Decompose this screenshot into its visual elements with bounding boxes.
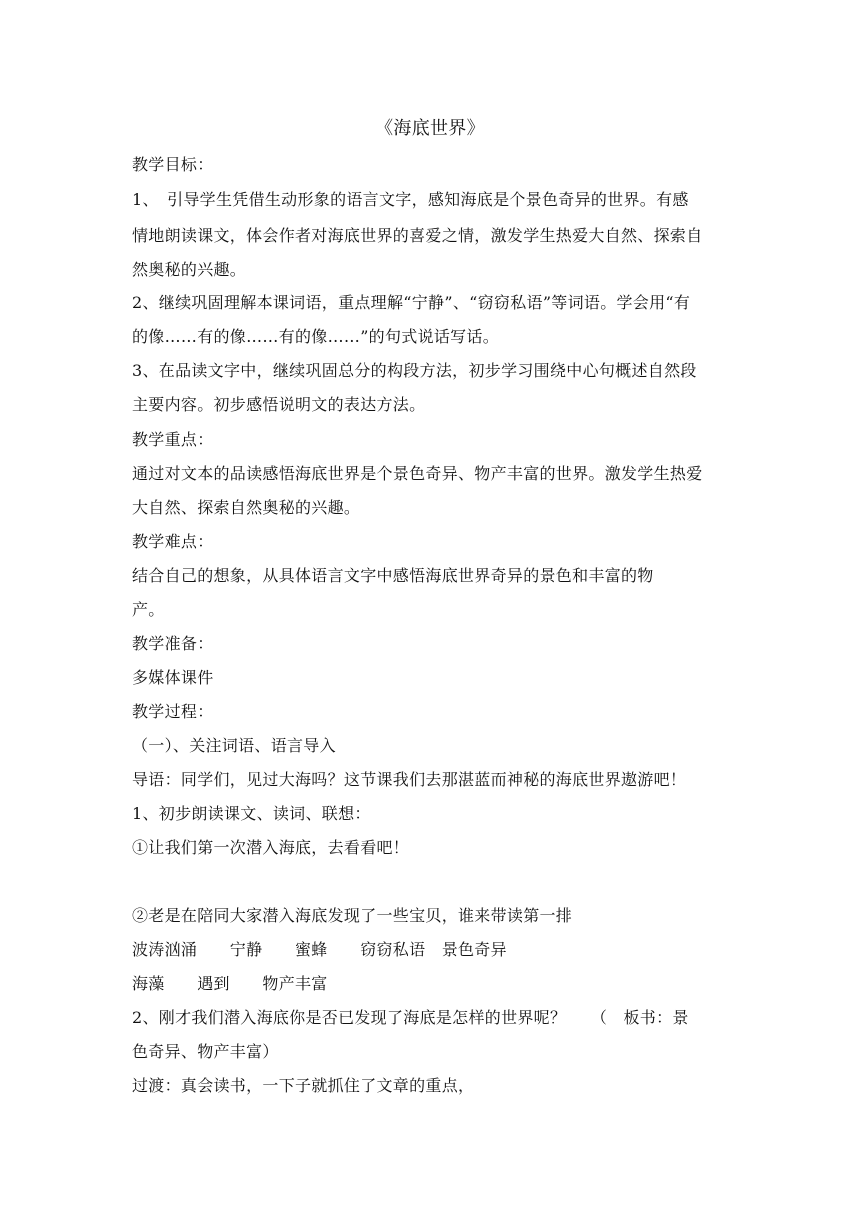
- objective-3-line-1: 3、在品读文字中，继续巩固总分的构段方法，初步学习围绕中心句概述自然段: [132, 361, 697, 380]
- step-1-item-1: ①让我们第一次潜入海底，去看看吧！: [132, 838, 410, 857]
- objective-3-line-2: 主要内容。初步感悟说明文的表达方法。: [132, 395, 426, 414]
- heading-objectives: 教学目标：: [132, 155, 214, 174]
- objective-1-line-3: 然奥秘的兴趣。: [132, 260, 247, 279]
- step-2-line-1: 2、刚才我们潜入海底你是否已发现了海底是怎样的世界呢？ （ 板书：景: [132, 1008, 689, 1027]
- heading-process: 教学过程：: [132, 702, 214, 721]
- objective-2-line-2: 的像……有的像……有的像……”的句式说话写话。: [132, 327, 500, 346]
- heading-difficulties: 教学难点：: [132, 532, 214, 551]
- preparation-text: 多媒体课件: [132, 668, 214, 687]
- step-1-text: 1、初步朗读课文、读词、联想：: [132, 804, 371, 823]
- objective-1-line-2: 情地朗读课文，体会作者对海底世界的喜爱之情，激发学生热爱大自然、探索自: [132, 226, 703, 245]
- document-title: 《海底世界》: [375, 118, 485, 139]
- objective-1-line-1: 1、 引导学生凭借生动形象的语言文字，感知海底是个景色奇异的世界。有感: [132, 190, 689, 209]
- heading-preparation: 教学准备：: [132, 634, 214, 653]
- step-2-line-2: 色奇异、物产丰富）: [132, 1042, 279, 1061]
- heading-key-points: 教学重点：: [132, 430, 214, 449]
- section-one-heading: （一）、关注词语、语言导入: [132, 736, 336, 755]
- key-points-line-1: 通过对文本的品读感悟海底世界是个景色奇异、物产丰富的世界。激发学生热爱: [132, 464, 703, 483]
- difficulties-line-2: 产。: [132, 600, 165, 619]
- vocabulary-row-1: 波涛汹涌 宁静 蜜蜂 窃窃私语 景色奇异: [132, 940, 507, 959]
- intro-text: 导语：同学们，见过大海吗？这节课我们去那湛蓝而神秘的海底世界遨游吧！: [132, 770, 687, 789]
- objective-2-line-1: 2、继续巩固理解本课词语，重点理解“宁静”、“窃窃私语”等词语。学会用“有: [132, 293, 691, 312]
- transition-text: 过渡：真会读书，一下子就抓住了文章的重点，: [132, 1076, 475, 1095]
- step-1-item-2: ②老是在陪同大家潜入海底发现了一些宝贝，谁来带读第一排: [132, 906, 573, 925]
- difficulties-line-1: 结合自己的想象，从具体语言文字中感悟海底世界奇异的景色和丰富的物: [132, 566, 654, 585]
- key-points-line-2: 大自然、探索自然奥秘的兴趣。: [132, 498, 361, 517]
- vocabulary-row-2: 海藻 遇到 物产丰富: [132, 974, 328, 993]
